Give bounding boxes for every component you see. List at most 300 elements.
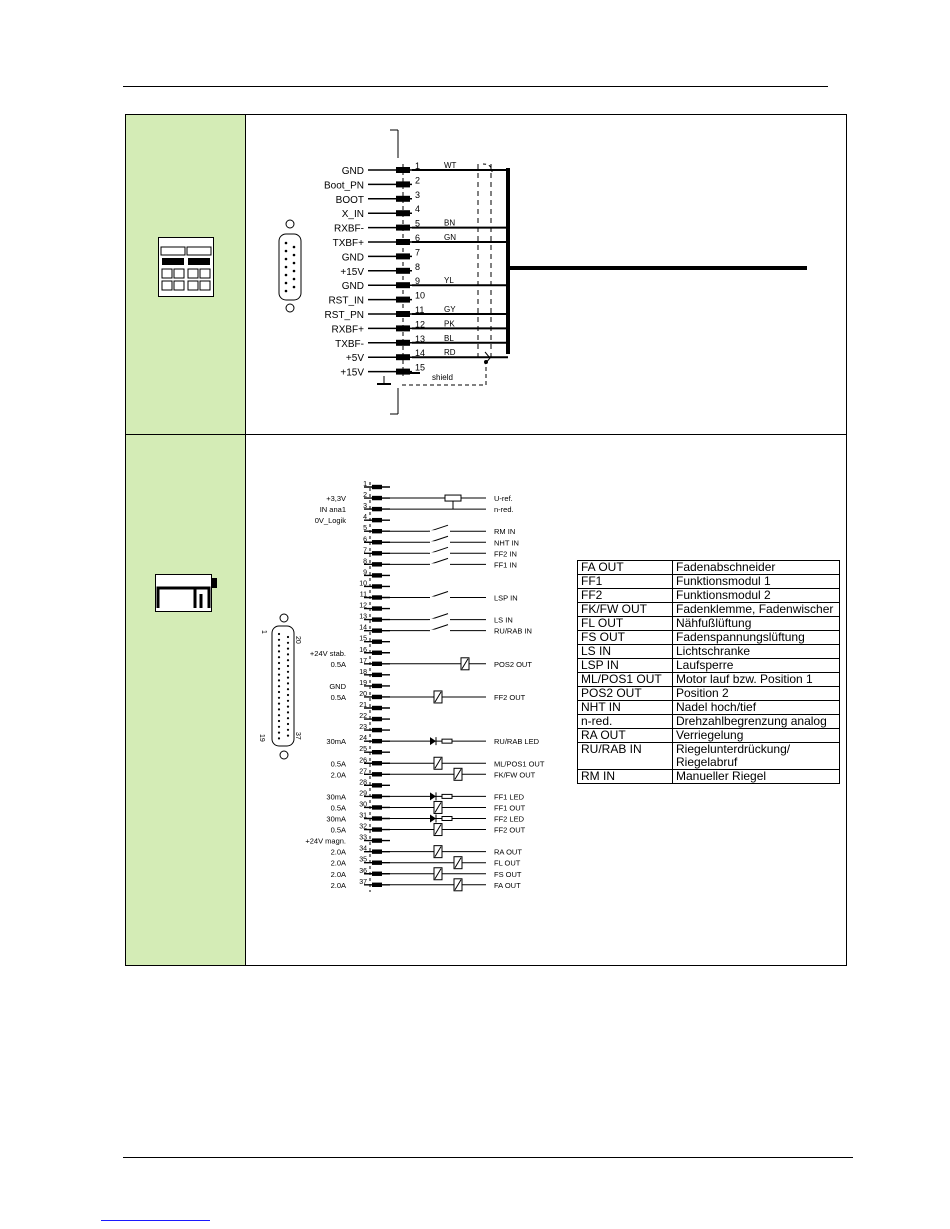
db15-pin-contact — [396, 196, 410, 202]
db37-right-label: FF1 IN — [494, 560, 517, 570]
db37-left-label: 2.0A — [330, 847, 346, 857]
db37-pin-dot — [278, 662, 280, 664]
db37-right-label: ML/POS1 OUT — [494, 759, 545, 769]
db37-pin-contact — [372, 496, 382, 500]
db37-pin-number: 36 — [359, 867, 367, 875]
db15-pin-contact — [396, 167, 410, 173]
control-panel-icon — [158, 237, 214, 297]
db15-signal-label: RST_PN — [324, 310, 364, 321]
db37-pin-dot — [287, 665, 289, 667]
db15-wire-color-code: GN — [444, 233, 456, 242]
db37-row — [359, 702, 390, 710]
db37-right-label: RM IN — [494, 527, 516, 537]
db37-row — [363, 514, 390, 522]
db15-pin-number: 15 — [415, 362, 426, 373]
db37-pin-number: 6 — [363, 536, 367, 544]
db37-pin-contact — [372, 507, 382, 511]
legend-description: Funktionsmodul 1 — [673, 575, 840, 589]
db37-pin-number: 15 — [359, 635, 367, 643]
db15-pin-contact — [396, 354, 410, 360]
db15-signal-label: +15V — [340, 367, 364, 379]
db37-pin-contact — [372, 717, 382, 721]
db15-row — [328, 291, 425, 307]
db37-left-label: 0V_Logik — [314, 516, 346, 526]
legend-row — [578, 589, 840, 603]
db37-pin-number: 37 — [359, 878, 367, 886]
db37-pin-dot — [287, 682, 289, 684]
db37-row — [363, 536, 390, 544]
db15-signal-label: X_IN — [341, 209, 364, 221]
db37-left-label: 2.0A — [330, 869, 346, 879]
db37-row — [359, 835, 390, 843]
footer-link-underline — [101, 1220, 210, 1221]
db37-pin-contact — [372, 794, 382, 798]
legend-row — [578, 575, 840, 589]
db37-row — [359, 680, 390, 688]
db15-wire-color-code: BN — [444, 218, 456, 228]
db37-pin-dot — [287, 700, 289, 702]
db37-pin-contact — [372, 695, 382, 699]
db15-pin-contact — [396, 253, 410, 259]
db37-pin-number: 4 — [363, 514, 367, 522]
db37-pin-contact — [372, 849, 382, 853]
db15-pin-contact — [396, 210, 410, 216]
db15-pin-contact — [396, 369, 410, 375]
db37-pin-dot — [287, 648, 289, 650]
switch-gap — [428, 630, 450, 632]
db15-signal-label: GND — [341, 166, 364, 177]
db15-pin-contact — [396, 181, 410, 187]
db15-signal-label: GND — [341, 252, 364, 264]
db37-right-label: FF1 LED — [494, 792, 525, 802]
db37-pin-number: 16 — [359, 646, 367, 654]
row-divider — [126, 434, 846, 435]
legend-description: Riegelunterdrückung/ Riegelabruf — [673, 743, 840, 770]
legend-signal: FS OUT — [578, 631, 673, 645]
db37-pin-number: 28 — [359, 779, 367, 787]
db37-pin-dot — [278, 656, 280, 658]
db37-pin-number: 35 — [359, 856, 367, 864]
legend-description: Fadenabschneider — [673, 561, 840, 575]
legend-row — [578, 770, 840, 784]
db37-pin-1-number: 1 — [260, 630, 267, 634]
db37-left-label: 2.0A — [330, 770, 346, 780]
db37-row — [359, 846, 390, 854]
db37-pin-contact — [372, 861, 382, 865]
db37-pin-contact — [372, 529, 382, 533]
legend-signal: RA OUT — [578, 729, 673, 743]
switch-gap — [428, 541, 450, 543]
db15-pin-number: 1 — [415, 161, 421, 171]
db37-pin-number: 9 — [363, 569, 367, 577]
db15-wire-color-code: GY — [444, 305, 456, 314]
db37-row — [359, 603, 390, 611]
db15-row — [342, 161, 420, 177]
db37-pin-contact — [372, 551, 382, 555]
db37-pin-dot — [278, 639, 280, 641]
db37-pin-contact — [372, 573, 382, 577]
db37-left-label: 30mA — [326, 814, 346, 824]
db37-pin-contact — [372, 772, 382, 776]
db37-row — [363, 558, 390, 566]
db37-pin-dot — [278, 668, 280, 670]
legend-description: Laufsperre — [673, 659, 840, 673]
db37-right-label: LS IN — [494, 615, 513, 625]
db15-row — [342, 276, 420, 292]
db37-pin-contact — [372, 872, 382, 876]
db37-left-label: GND — [329, 681, 346, 691]
db15-signal-label: BOOT — [335, 194, 364, 206]
db37-row — [359, 735, 390, 743]
db15-pin-number: 12 — [415, 319, 426, 330]
db37-right-label: POS2 OUT — [494, 659, 532, 669]
db37-pin-dot — [278, 726, 280, 728]
db37-left-label: +24V magn. — [305, 836, 346, 846]
db15-pin-contact — [396, 340, 410, 346]
db37-pin-number: 19 — [359, 679, 367, 687]
db37-pin-19-number: 19 — [258, 734, 265, 742]
db37-pin-number: 22 — [359, 713, 367, 721]
db37-right-label: FK/FW OUT — [494, 770, 536, 780]
db37-row — [359, 779, 390, 787]
db37-pin-dot — [287, 711, 289, 713]
db37-pin-20-number: 20 — [294, 636, 301, 644]
db37-pin-contact — [372, 606, 382, 610]
db37-pin-number: 34 — [359, 845, 367, 853]
db37-row — [359, 868, 390, 876]
legend-description: Funktionsmodul 2 — [673, 589, 840, 603]
db37-pin-number: 2 — [363, 492, 367, 500]
db37-pin-number: 10 — [359, 580, 367, 588]
legend-row — [578, 645, 840, 659]
db37-row — [359, 658, 390, 666]
db37-left-label: 0.5A — [330, 759, 346, 769]
db15-wire-grid — [377, 164, 807, 385]
db37-pin-contact — [372, 739, 382, 743]
db37-pin-dot — [287, 717, 289, 719]
legend-row — [578, 631, 840, 645]
db37-right-label: FF2 LED — [494, 814, 525, 824]
db15-pin-number: 10 — [415, 290, 426, 301]
db37-row — [359, 724, 390, 732]
legend-signal: FL OUT — [578, 617, 673, 631]
signal-legend-table — [577, 560, 840, 784]
db37-pin-dot — [278, 674, 280, 676]
legend-description: Fadenspannungslüftung — [673, 631, 840, 645]
db15-pin-number: 8 — [415, 261, 421, 272]
legend-signal: RM IN — [578, 770, 673, 784]
db37-pin-number: 26 — [359, 757, 367, 765]
db37-right-label: n-red. — [494, 505, 514, 515]
db37-pin-contact — [372, 728, 382, 732]
db37-row — [359, 581, 390, 589]
db37-row — [359, 768, 390, 776]
db37-schematic — [290, 478, 570, 898]
db15-schematic — [300, 126, 820, 416]
db37-right-label: FA OUT — [494, 880, 521, 890]
legend-signal: LSP IN — [578, 659, 673, 673]
legend-description: Manueller Riegel — [673, 770, 840, 784]
db37-pin-contact — [372, 584, 382, 588]
db37-pin-dot — [278, 720, 280, 722]
db15-signal-label: TXBF- — [335, 338, 364, 350]
switch-gap — [428, 530, 450, 532]
db37-pin-dot — [278, 633, 280, 635]
db37-pin-contact — [372, 761, 382, 765]
switch-gap — [428, 552, 450, 554]
switch-gap — [428, 619, 450, 621]
legend-signal: FK/FW OUT — [578, 603, 673, 617]
potentiometer-symbol — [445, 495, 461, 501]
db37-pin-number: 13 — [359, 613, 367, 621]
legend-signal: RU/RAB IN — [578, 743, 673, 770]
legend-row — [578, 603, 840, 617]
db37-pin-dot — [287, 642, 289, 644]
db37-pin-dot — [287, 706, 289, 708]
db15-signal-label: TXBF+ — [332, 238, 364, 249]
db15-pin-contact — [396, 268, 410, 274]
db37-pin-contact — [372, 673, 382, 677]
db15-shield-label: shield — [432, 373, 453, 382]
resistor-symbol — [442, 739, 452, 743]
db15-wire-color-code: PK — [444, 319, 455, 329]
db37-pin-number: 7 — [363, 547, 367, 555]
db37-row — [363, 547, 390, 555]
db37-pin-number: 27 — [359, 768, 367, 776]
db15-row — [336, 190, 420, 206]
db37-right-label: U-ref. — [494, 494, 513, 504]
switch-gap — [428, 563, 450, 565]
db37-row — [359, 802, 390, 810]
db37-row — [363, 503, 390, 511]
db37-row — [363, 569, 390, 577]
legend-description: Motor lauf bzw. Position 1 — [673, 673, 840, 687]
db15-wire-color-code: YL — [444, 276, 454, 286]
db37-left-label: IN ana1 — [319, 505, 346, 515]
legend-signal: FA OUT — [578, 561, 673, 575]
db37-pin-contact — [372, 805, 382, 809]
db15-row — [340, 262, 420, 278]
sewing-machine-icon — [155, 574, 219, 612]
db37-left-label: 0.5A — [330, 803, 346, 813]
db15-row — [324, 175, 420, 191]
db37-pin-dot — [278, 708, 280, 710]
db37-pin-dot — [278, 703, 280, 705]
db37-row — [359, 614, 390, 622]
db15-wire-color-code: BL — [444, 333, 454, 343]
db37-pin-dot — [287, 723, 289, 725]
led-symbol — [430, 815, 436, 823]
db15-row — [340, 363, 425, 379]
db37-pin-contact — [372, 485, 382, 489]
db37-pin-number: 32 — [359, 823, 367, 831]
switch-gap — [428, 597, 450, 599]
resistor-symbol — [442, 794, 452, 798]
db15-pin-number: 13 — [415, 333, 426, 344]
legend-signal: NHT IN — [578, 701, 673, 715]
db15-wire-color-code: RD — [444, 348, 456, 358]
db15-pin-contact — [396, 325, 410, 331]
db37-pin-dot — [287, 636, 289, 638]
db37-pin-dot — [287, 688, 289, 690]
db37-left-label: 2.0A — [330, 858, 346, 868]
db37-row — [359, 669, 390, 677]
db37-pin-dot — [287, 694, 289, 696]
db37-pin-number: 12 — [359, 602, 367, 610]
db37-pin-contact — [372, 883, 382, 887]
db15-pin-contact — [396, 282, 410, 288]
db37-pin-contact — [372, 838, 382, 842]
db37-left-label: +24V stab. — [309, 648, 346, 658]
db15-signal-label: Boot_PN — [323, 180, 364, 192]
db37-left-label: 0.5A — [330, 825, 346, 835]
db37-pin-number: 21 — [359, 702, 367, 709]
db15-row — [335, 334, 425, 350]
db15-pin-number: 9 — [415, 276, 421, 287]
db37-pin-dot — [278, 650, 280, 652]
db15-signal-rows — [324, 161, 508, 382]
legend-description: Drehzahlbegrenzung analog — [673, 715, 840, 729]
db37-row — [359, 636, 390, 644]
db37-pin-dot — [278, 697, 280, 699]
db37-right-label: FF2 OUT — [494, 693, 526, 702]
legend-row — [578, 617, 840, 631]
db37-pin-contact — [372, 827, 382, 831]
db37-pin-dot — [278, 645, 280, 647]
db15-signal-label: +5V — [345, 353, 364, 365]
led-symbol — [430, 792, 436, 800]
db37-row — [359, 879, 390, 887]
db37-pin-contact — [372, 706, 382, 710]
db37-pin-contact — [372, 595, 382, 599]
legend-signal: n-red. — [578, 715, 673, 729]
db37-left-label: 0.5A — [330, 693, 346, 702]
db15-signal-label: GND — [341, 281, 364, 293]
db37-row — [359, 746, 390, 754]
legend-signal: LS IN — [578, 645, 673, 659]
db37-pin-contact — [372, 518, 382, 522]
db37-pin-number: 20 — [359, 691, 367, 698]
legend-row — [578, 743, 840, 770]
db15-wire-color-code: WT — [444, 161, 457, 170]
db37-pin-contact — [372, 640, 382, 644]
led-symbol — [430, 737, 436, 745]
legend-signal: ML/POS1 OUT — [578, 673, 673, 687]
db15-signal-label: RXBF- — [334, 223, 364, 235]
db37-pin-number: 17 — [359, 657, 367, 665]
db15-pin-contact — [396, 311, 410, 317]
legend-description: Nähfußlüftung — [673, 617, 840, 631]
db37-pin-number: 1 — [363, 481, 367, 488]
legend-signal: POS2 OUT — [578, 687, 673, 701]
db37-pin-dot — [287, 671, 289, 673]
db37-pin-number: 23 — [359, 724, 367, 732]
db15-pin-number: 14 — [415, 348, 426, 359]
db15-signal-label: +15V — [340, 266, 364, 278]
db37-pin-dot — [278, 685, 280, 687]
legend-description: Position 2 — [673, 687, 840, 701]
db37-pin-number: 5 — [363, 525, 367, 533]
db37-left-label: 0.5A — [330, 659, 346, 669]
db37-pin-number: 3 — [363, 503, 367, 511]
db15-row — [331, 319, 425, 335]
db37-right-label: FS OUT — [494, 869, 522, 879]
db15-row — [342, 247, 420, 263]
db15-pin-number: 4 — [415, 204, 421, 215]
db37-row — [363, 481, 390, 489]
legend-row — [578, 673, 840, 687]
db37-pin-37-number: 37 — [294, 732, 301, 740]
footer-rule — [123, 1157, 853, 1158]
db37-pin-contact — [372, 617, 382, 621]
legend-description: Lichtschranke — [673, 645, 840, 659]
db37-row — [359, 757, 390, 765]
db37-pin-number: 11 — [359, 591, 367, 599]
db37-pin-dot — [278, 714, 280, 716]
db37-pin-contact — [372, 684, 382, 688]
db15-pin-number: 11 — [415, 305, 425, 315]
db37-pin-dot — [278, 679, 280, 681]
db37-pin-dot — [278, 732, 280, 734]
db37-pin-contact — [372, 662, 382, 666]
legend-row — [578, 561, 840, 575]
db37-row — [359, 790, 390, 798]
db15-signal-label: RST_IN — [328, 295, 364, 307]
db37-right-label: LSP IN — [494, 593, 518, 603]
db37-row — [363, 525, 390, 533]
db15-pin-number: 2 — [415, 175, 421, 186]
db37-row — [363, 492, 390, 500]
legend-signal: FF1 — [578, 575, 673, 589]
db37-pin-contact — [372, 628, 382, 632]
db37-pin-dot — [287, 659, 289, 661]
db15-row — [342, 204, 420, 220]
db37-pin-number: 24 — [359, 735, 367, 743]
db37-left-label: 2.0A — [330, 880, 346, 890]
db37-row — [360, 592, 390, 600]
db37-pin-number: 14 — [359, 624, 367, 632]
db37-left-label: 30mA — [326, 737, 346, 747]
db37-pin-number: 25 — [359, 746, 367, 754]
db37-right-label: RA OUT — [494, 847, 522, 857]
legend-signal: FF2 — [578, 589, 673, 603]
db37-pin-contact — [372, 651, 382, 655]
legend-description: Fadenklemme, Fadenwischer — [673, 603, 840, 617]
db37-row — [359, 813, 390, 821]
db37-pin-number: 29 — [359, 790, 367, 798]
legend-row — [578, 715, 840, 729]
db37-pin-contact — [372, 750, 382, 754]
db37-row — [359, 713, 390, 721]
db15-pin-number: 3 — [415, 189, 421, 200]
legend-row — [578, 687, 840, 701]
db37-right-label: RU/RAB IN — [494, 626, 532, 636]
db37-row — [359, 824, 390, 832]
db37-pin-number: 31 — [359, 812, 367, 820]
db37-left-label: +3,3V — [326, 494, 346, 504]
db37-right-label: NHT IN — [494, 538, 519, 548]
db37-pin-contact — [372, 540, 382, 544]
legend-description: Nadel hoch/tief — [673, 701, 840, 715]
db15-row — [333, 233, 420, 249]
db37-pin-number: 33 — [359, 834, 367, 842]
resistor-symbol — [442, 817, 452, 821]
db37-pin-contact — [372, 783, 382, 787]
db15-row — [325, 305, 425, 321]
db37-row — [359, 691, 390, 699]
db15-pin-contact — [396, 297, 410, 303]
db37-row — [359, 625, 390, 633]
